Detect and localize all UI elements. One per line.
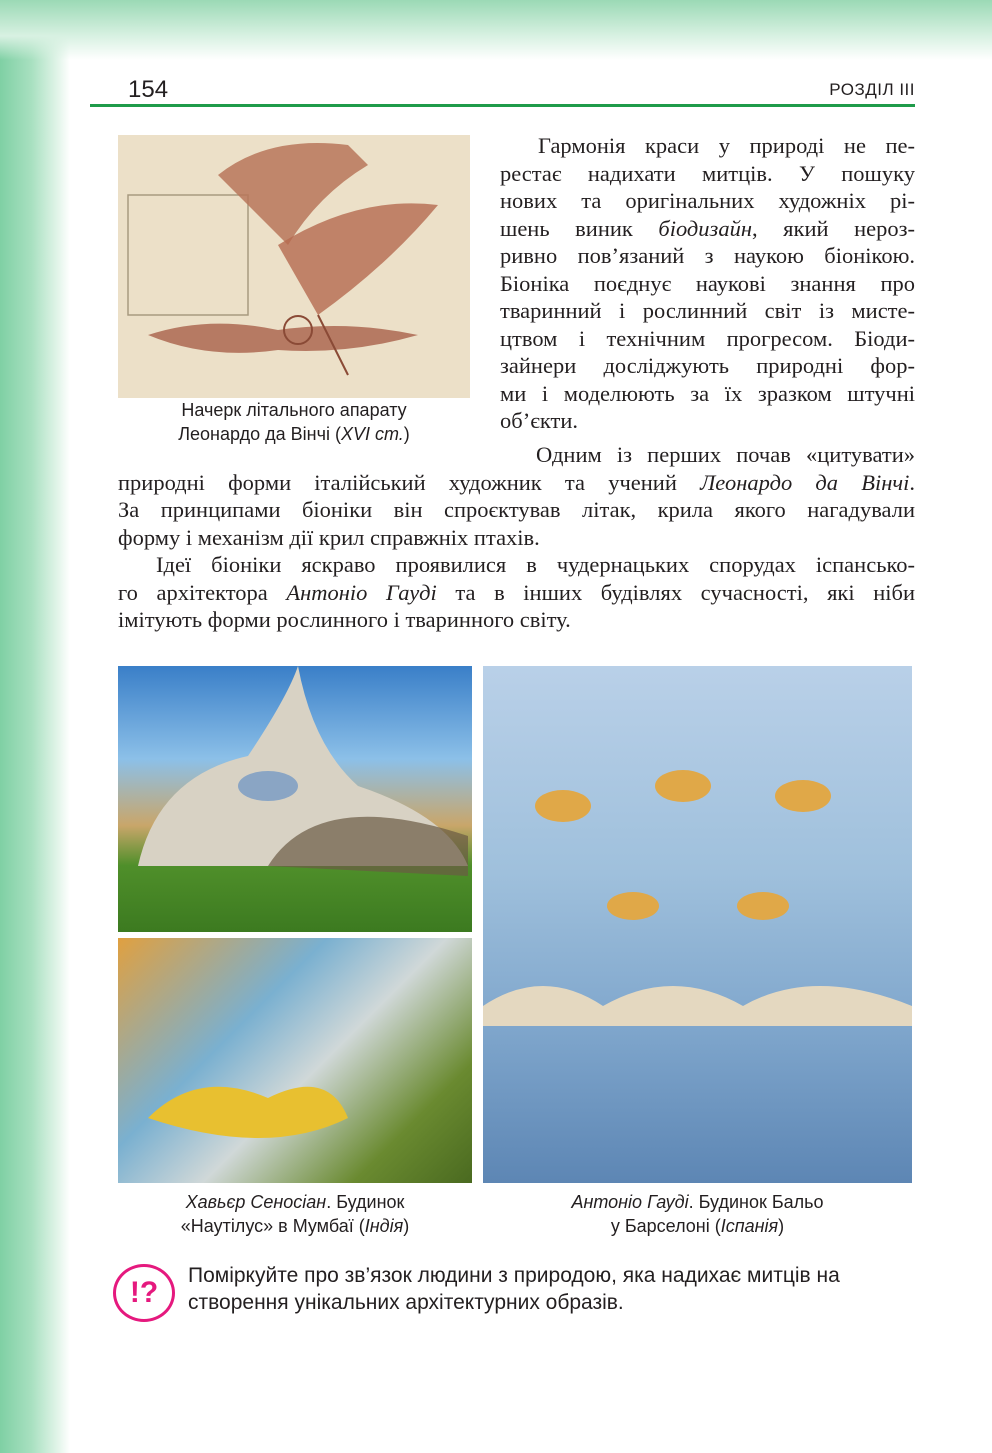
caption-text: ) xyxy=(778,1216,785,1236)
text-line: Гармонія краси у природі не пе- xyxy=(538,133,915,158)
text-line: форму і механізм дії крил справжніх птахів. xyxy=(118,524,540,550)
text-line: Одним із перших почав «цитувати» xyxy=(536,442,915,467)
name-gaudi: Антоніо Гауді xyxy=(286,579,437,605)
caption-text: ) xyxy=(403,1216,410,1236)
text-line: ривно пов’язаний з наукою біонікою. xyxy=(500,243,915,268)
nautilus-interior-photo xyxy=(118,938,472,1183)
nautilus-house-photo xyxy=(118,666,472,932)
text-line: зайнери досліджують природні фор- xyxy=(500,353,915,378)
batllo-caption xyxy=(483,1190,912,1238)
casa-batllo-photo xyxy=(483,666,912,1183)
caption-line xyxy=(118,1214,472,1238)
text-line: імітують форми рослинного і тваринного світу. xyxy=(118,607,571,632)
caption-italic: Хавьєр Сеносіан xyxy=(185,1192,327,1212)
paragraph-biodesign xyxy=(500,132,915,435)
name-leonardo: Леонардо да Вінчі xyxy=(700,469,910,495)
text-run: та в інших будівлях сучасності, які ніби xyxy=(436,579,915,605)
text-run: шень виник xyxy=(500,215,659,241)
caption-italic: Антоніо Гауді xyxy=(571,1192,689,1212)
text-line: нових та оригінальних художніх рі- xyxy=(500,188,915,213)
caption-italic: Іспанія xyxy=(720,1216,779,1236)
caption-text: ) xyxy=(403,424,410,444)
text-line: ми і моделюють за їх зразком штучні xyxy=(500,380,915,406)
text-run: го архітектора xyxy=(118,579,287,605)
caption-line xyxy=(483,1214,912,1238)
caption-text: «Наутілус» в Мумбаї ( xyxy=(180,1216,365,1236)
text-line: цтвом і технічним прогресом. Біоди- xyxy=(500,325,915,351)
text-run: природні форми італійський художник та учений xyxy=(118,469,701,495)
page-top-band xyxy=(0,0,992,60)
text-line: рестає надихати митців. У пошуку xyxy=(500,160,915,186)
think-question-icon: !? xyxy=(113,1264,175,1322)
text-run: , який нероз- xyxy=(752,215,915,241)
text-line: За принципами біоніки він спроєктував літак, крила якого нагадували xyxy=(118,497,915,522)
page-number: 154 xyxy=(128,76,169,103)
text-line xyxy=(118,579,915,607)
header-divider xyxy=(90,104,915,107)
caption-text: . Будинок xyxy=(326,1192,405,1212)
text-line: Біоніка поєднує наукові знання про xyxy=(500,270,915,296)
caption-text: Леонардо да Вінчі ( xyxy=(178,424,341,444)
text-line: об’єкти. xyxy=(500,408,578,433)
term-biodesign: біодизайн xyxy=(658,215,752,241)
text-line: тваринний і рослинний світ із мисте- xyxy=(500,298,915,323)
nautilus-caption xyxy=(118,1190,472,1238)
caption-italic: Індія xyxy=(364,1216,404,1236)
page-margin-band xyxy=(0,0,70,1453)
question-text xyxy=(188,1262,918,1316)
paragraph-leonardo xyxy=(118,441,915,634)
question-line: Поміркуйте про зв’язок людини з природою, яка надихає митців на xyxy=(188,1264,840,1287)
text-run: . xyxy=(909,469,915,495)
caption-italic: XVI ст. xyxy=(340,424,404,444)
caption-line: Начерк літального апарату xyxy=(181,400,407,420)
leonardo-sketch-caption xyxy=(118,398,470,446)
text-line xyxy=(118,469,915,497)
caption-text: у Барселоні ( xyxy=(610,1216,721,1236)
leonardo-sketch-image xyxy=(118,135,470,398)
question-line: створення унікальних архітектурних образів. xyxy=(188,1291,624,1314)
text-line: Ідеї біоніки яскраво проявилися в чудернацьких спорудах іспансько- xyxy=(156,552,915,577)
section-title: РОЗДІЛ III xyxy=(829,80,915,99)
caption-line xyxy=(483,1190,912,1214)
text-line xyxy=(500,215,915,243)
caption-text: . Будинок Бальо xyxy=(688,1192,824,1212)
caption-line xyxy=(118,1190,472,1214)
